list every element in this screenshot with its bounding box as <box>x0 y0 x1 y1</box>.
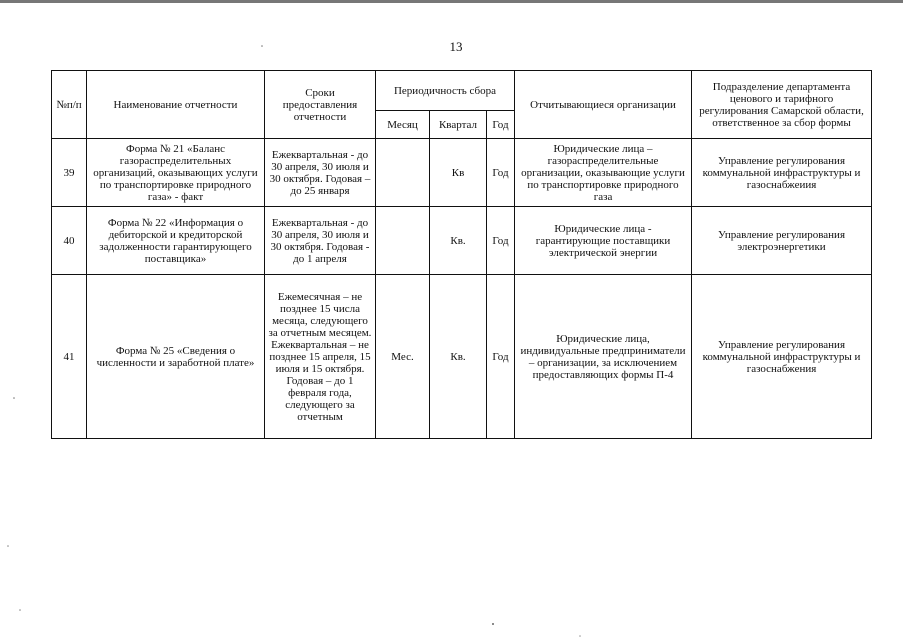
row-num: 39 <box>52 139 87 207</box>
header-num: №п/п <box>52 71 87 139</box>
row-quarter: Кв <box>430 139 487 207</box>
page-number: 13 <box>449 39 463 54</box>
row-month: Мес. <box>376 275 430 439</box>
header-row-top <box>52 71 872 111</box>
row-deadlines: Ежемесячная – не позднее 15 числа месяца, следующего за отчетным месяцем. Ежеквартальная – не позднее 15 апреля, 15 июля и 15 октября. Годовая – до 1 февраля года, следующего за отчетным <box>265 275 376 439</box>
row-form-name: Форма № 25 «Сведения о численности и заработной плате» <box>87 275 265 439</box>
row-form-name: Форма № 22 «Информация о дебиторской и кредиторской задолженности гарантирующего поставщика» <box>87 207 265 275</box>
header-periodicity: Периодичность сбора <box>376 71 515 111</box>
header-department: Подразделение департамента ценового и тарифного регулирования Самарской области, ответственное за сбор формы <box>692 71 872 139</box>
header-organizations: Отчитывающиеся организации <box>515 71 692 139</box>
row-department: Управление регулирования коммунальной инфраструктуры и газоснабжеиия <box>692 139 872 207</box>
row-deadlines: Ежеквартальная - до 30 апреля, 30 июля и 30 октября. Годовая – до 25 января <box>265 139 376 207</box>
row-num: 40 <box>52 207 87 275</box>
row-organizations: Юридические лица - гарантирующие поставщики электрической энергии <box>515 207 692 275</box>
header-quarter: Квартал <box>430 111 487 139</box>
row-form-name: Форма № 21 «Баланс газораспределительных организаций, оказывающих услуги по транспортировке природного газа» - факт <box>87 139 265 207</box>
row-deadlines: Ежеквартальная - до 30 апреля, 30 июля и 30 октября. Годовая - до 1 апреля <box>265 207 376 275</box>
row-quarter: Кв. <box>430 275 487 439</box>
row-quarter: Кв. <box>430 207 487 275</box>
table-row <box>52 207 872 275</box>
row-department: Управление регулирования коммунальной инфраструктуры и газоснабжения <box>692 275 872 439</box>
row-year: Год <box>487 207 515 275</box>
row-organizations: Юридические лица – газораспределительные организации, оказывающие услуги по транспортировке природного газа <box>515 139 692 207</box>
table-row <box>52 275 872 439</box>
row-organizations: Юридические лица, индивидуальные предприниматели – организации, за исключением предоставляющих формы П-4 <box>515 275 692 439</box>
row-month <box>376 139 430 207</box>
header-year: Год <box>487 111 515 139</box>
row-year: Год <box>487 275 515 439</box>
scan-top-edge <box>0 0 903 3</box>
reporting-forms-table <box>51 70 872 439</box>
table-row <box>52 139 872 207</box>
header-deadlines: Сроки предоставления отчетности <box>265 71 376 139</box>
header-month: Месяц <box>376 111 430 139</box>
row-num: 41 <box>52 275 87 439</box>
row-year: Год <box>487 139 515 207</box>
row-department: Управление регулирования электроэнергетики <box>692 207 872 275</box>
header-name: Наименование отчетности <box>87 71 265 139</box>
row-month <box>376 207 430 275</box>
